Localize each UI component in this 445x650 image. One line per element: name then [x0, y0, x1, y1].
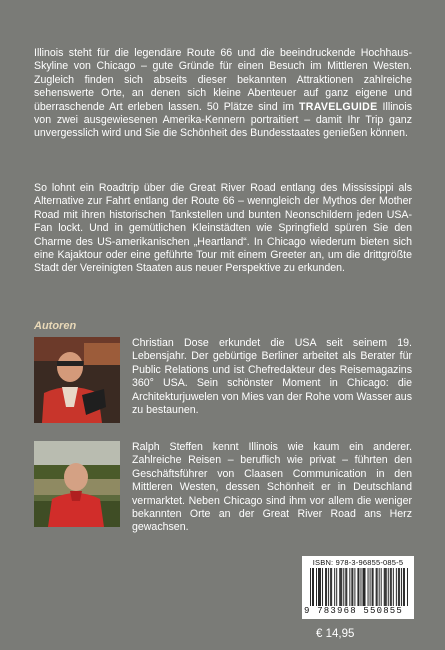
barcode-bar [404, 568, 405, 606]
barcode-bar [403, 568, 404, 606]
barcode-bar [396, 568, 397, 606]
barcode-bar [376, 568, 377, 606]
barcode-bar [401, 568, 402, 606]
barcode-bar [328, 568, 329, 606]
price: € 14,95 [316, 628, 355, 640]
barcode-bar [316, 568, 317, 606]
barcode-bar [334, 568, 335, 606]
barcode-bar [357, 568, 358, 606]
barcode-bar [393, 568, 394, 606]
barcode-bar [370, 568, 371, 606]
barcode-bar [372, 568, 373, 606]
barcode-bar [312, 568, 313, 606]
travelguide-label: TRAVELGUIDE [299, 100, 378, 113]
barcode-bar [313, 568, 314, 606]
barcode-bar [365, 568, 366, 606]
barcode-bar [386, 568, 387, 606]
intro-paragraph-1 [34, 47, 412, 141]
barcode-bar [322, 568, 323, 606]
barcode-bar [326, 568, 327, 606]
intro-text-end: Illinois von zwei ausgewiesenen Amerika-Kennern portraitiert – damit Ihr Trip ganz unvergesslich wird und Sie die Schönheit des Bundesstaates genießen können. [34, 100, 412, 140]
barcode-bar [388, 568, 389, 606]
barcode-digits: 9 783968 550855 [304, 606, 404, 616]
barcode-bar [340, 568, 341, 606]
barcode-bar [336, 568, 337, 606]
author-bio-ralph-steffen: Ralph Steffen kennt Illinois wie kaum ein anderer. Zahlreiche Reisen – beruflich wie privat – führten den Geschäftsführer von Claasen Communication in den Mittleren Westen, dessen Schönheit er in Deutschland vermarktet. Neben Chicago sind ihm vor allem die weniger bekannten Orte an der Great River Road ans Herz gewachsen. [132, 441, 412, 534]
barcode-bar [384, 568, 385, 606]
barcode-bar [325, 568, 326, 606]
barcode-bar [339, 568, 340, 606]
barcode-bar [373, 568, 374, 606]
barcode-bar [361, 568, 362, 606]
author-bio-christian-dose: Christian Dose erkundet die USA seit seinem 19. Lebensjahr. Der gebürtige Berliner arbeitet als Berater für Public Relations und ist Chefredakteur des Reisemagazins 360° USA. Sein schönster Moment in Chicago: die Architekturjuwelen von Mies van der Rohe vom Wasser aus zu bestaunen. [132, 337, 412, 417]
barcode-bar [368, 568, 369, 606]
barcode-bar [381, 568, 382, 606]
barcode-bar [341, 568, 342, 606]
barcode-bar [398, 568, 399, 606]
intro-text-start: Illinois steht für die legendäre Route 66 und die beeindruckende Hochhaus-Skyline von Chicago – gute Gründe für einen Besuch im Mittleren Westen. Zugleich finden sich abseits dieser bekannten Attraktionen zahlreiche sehenswerte Orte, an denen sich kleine Abenteuer auf ganz eigene und überraschende Art erleben lassen. 50 Plätze sind im [34, 47, 412, 113]
barcode-bar [352, 568, 353, 606]
barcode-bar [379, 568, 380, 606]
barcode-bar [318, 568, 319, 606]
barcode-bar [390, 568, 391, 606]
barcode-bar [343, 568, 344, 606]
isbn-barcode [302, 556, 414, 619]
barcode-bar [319, 568, 320, 606]
barcode-bar [349, 568, 350, 606]
barcode-bar [407, 568, 408, 606]
barcode-bar [354, 568, 355, 606]
barcode-bar [391, 568, 392, 606]
intro-paragraph-2: So lohnt ein Roadtrip über die Great River Road entlang des Mississippi als Alternative zur Fahrt entlang der Route 66 – wenngleich der Mythos der Mother Road mit ihren historischen Tankstellen und bunten Neonschildern jeden USA-Fan lockt. Und in gemütlichen Kleinstädten wie Springfield spüren Sie den Charme des US-amerikanischen „Heartland“. In Chicago wiederum bieten sich eine Kajaktour oder eine geführte Tour mit einem Greeter an, um die drittgrößte Stadt der Vereinigten Staaten aus neuer Perspektive zu erkunden. [34, 182, 412, 275]
barcode-bar [377, 568, 378, 606]
barcode-bars [310, 568, 408, 606]
barcode-bar [399, 568, 400, 606]
author-photo-christian-dose [34, 337, 120, 423]
author-photo-ralph-steffen [34, 441, 120, 527]
barcode-bar [385, 568, 386, 606]
authors-heading: Autoren [34, 320, 77, 332]
barcode-bar [320, 568, 321, 606]
barcode-bar [345, 568, 346, 606]
barcode-bar [330, 568, 331, 606]
barcode-bar [310, 568, 311, 606]
barcode-bar [358, 568, 359, 606]
barcode-bar [331, 568, 332, 606]
barcode-bar [346, 568, 347, 606]
barcode-bar [364, 568, 365, 606]
barcode-bar [363, 568, 364, 606]
barcode-bar [351, 568, 352, 606]
isbn-label: ISBN: 978-3-96855-085-5 [312, 558, 404, 567]
